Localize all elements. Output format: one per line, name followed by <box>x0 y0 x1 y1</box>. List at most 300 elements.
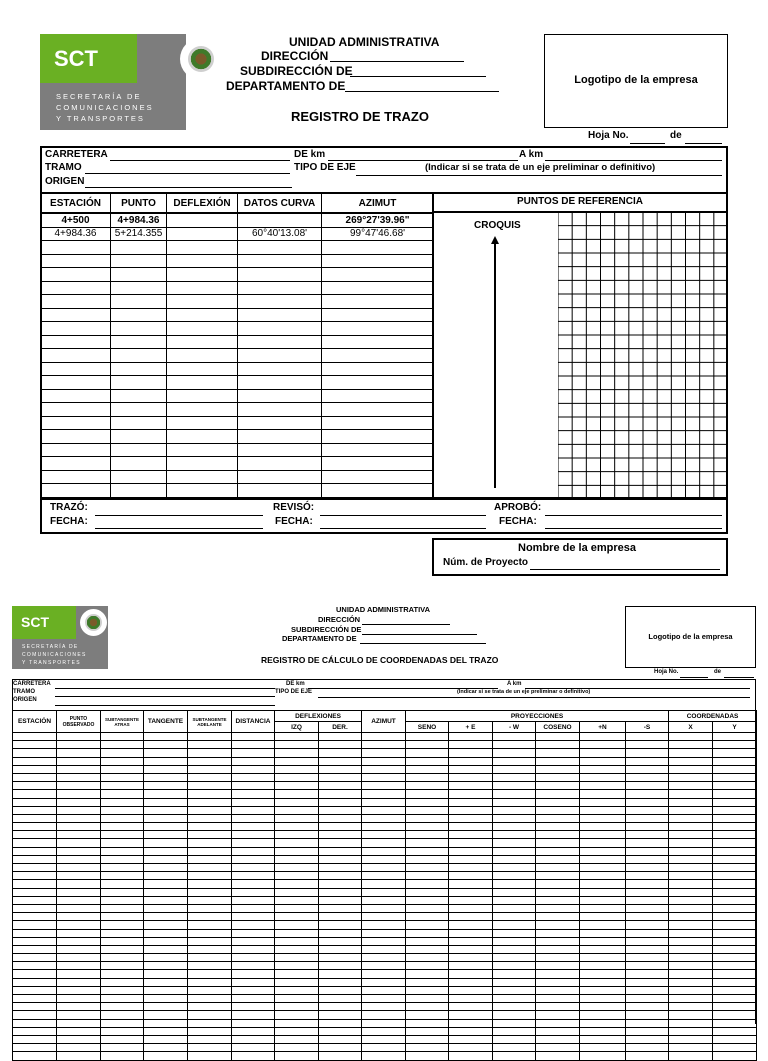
table-cell[interactable] <box>275 1052 319 1060</box>
table-cell[interactable] <box>41 295 111 309</box>
table-cell[interactable] <box>536 970 580 978</box>
table-cell[interactable] <box>57 1019 101 1027</box>
table-cell[interactable] <box>580 855 626 863</box>
table-cell[interactable] <box>188 741 232 749</box>
table-cell[interactable] <box>101 749 144 757</box>
table-cell[interactable] <box>232 970 275 978</box>
table-cell[interactable] <box>626 962 669 970</box>
table-cell[interactable] <box>167 376 238 390</box>
table-cell[interactable] <box>626 798 669 806</box>
table-cell[interactable] <box>144 864 188 872</box>
table-cell[interactable] <box>362 978 406 986</box>
table-cell[interactable] <box>536 1003 580 1011</box>
table-cell[interactable] <box>57 913 101 921</box>
table-cell[interactable] <box>188 1011 232 1019</box>
table-cell[interactable] <box>536 757 580 765</box>
table-cell[interactable] <box>57 1044 101 1052</box>
table-cell[interactable] <box>626 945 669 953</box>
table-cell[interactable] <box>167 403 238 417</box>
table-cell[interactable] <box>713 978 757 986</box>
table-cell[interactable] <box>669 823 713 831</box>
table-cell[interactable] <box>536 831 580 839</box>
table-cell[interactable] <box>144 1003 188 1011</box>
table-cell[interactable] <box>319 1011 362 1019</box>
table-cell[interactable] <box>536 954 580 962</box>
table-cell[interactable] <box>536 782 580 790</box>
table-cell[interactable] <box>626 929 669 937</box>
table-cell[interactable] <box>626 806 669 814</box>
table-cell[interactable] <box>41 443 111 457</box>
table-cell[interactable] <box>449 888 493 896</box>
table-cell[interactable] <box>188 773 232 781</box>
table-cell[interactable] <box>57 995 101 1003</box>
table-cell[interactable] <box>319 970 362 978</box>
table-cell[interactable] <box>626 864 669 872</box>
table-cell[interactable] <box>41 241 111 255</box>
table-cell[interactable] <box>144 978 188 986</box>
table-cell[interactable] <box>536 790 580 798</box>
table-cell[interactable] <box>167 349 238 363</box>
table-cell[interactable] <box>362 855 406 863</box>
table-cell[interactable] <box>111 416 167 430</box>
table-cell[interactable] <box>362 962 406 970</box>
table-cell[interactable] <box>493 1003 536 1011</box>
table-cell[interactable] <box>238 484 322 498</box>
table-cell[interactable] <box>111 254 167 268</box>
table-cell[interactable] <box>322 470 434 484</box>
table-cell[interactable] <box>319 855 362 863</box>
table-cell[interactable] <box>101 872 144 880</box>
table-cell[interactable] <box>319 913 362 921</box>
table-cell[interactable] <box>493 1052 536 1060</box>
table-cell[interactable] <box>669 814 713 822</box>
table-cell[interactable] <box>319 765 362 773</box>
table-cell[interactable] <box>449 872 493 880</box>
table-cell[interactable] <box>669 831 713 839</box>
table-cell[interactable] <box>144 995 188 1003</box>
table-cell[interactable] <box>275 806 319 814</box>
table-cell[interactable] <box>669 995 713 1003</box>
table-cell[interactable] <box>275 823 319 831</box>
table-cell[interactable] <box>713 1003 757 1011</box>
table-cell[interactable] <box>57 790 101 798</box>
table-cell[interactable] <box>238 443 322 457</box>
table-cell[interactable] <box>144 773 188 781</box>
table-cell[interactable] <box>713 945 757 953</box>
table-cell[interactable] <box>319 814 362 822</box>
table-cell[interactable] <box>669 1011 713 1019</box>
table-cell[interactable] <box>322 322 434 336</box>
table-cell[interactable] <box>57 1052 101 1060</box>
table-cell[interactable] <box>275 765 319 773</box>
table-cell[interactable] <box>101 1019 144 1027</box>
table-cell[interactable] <box>238 362 322 376</box>
table-cell[interactable] <box>362 741 406 749</box>
table-cell[interactable] <box>669 1035 713 1043</box>
table-cell[interactable] <box>167 457 238 471</box>
table-cell[interactable] <box>536 741 580 749</box>
table-cell[interactable] <box>275 954 319 962</box>
table-cell[interactable] <box>536 945 580 953</box>
table-cell[interactable] <box>41 470 111 484</box>
table-cell[interactable] <box>101 913 144 921</box>
table-cell[interactable] <box>406 929 449 937</box>
table-cell[interactable] <box>167 254 238 268</box>
table-cell[interactable] <box>232 913 275 921</box>
table-cell[interactable] <box>362 1044 406 1052</box>
table-cell[interactable] <box>232 823 275 831</box>
table-cell[interactable] <box>669 741 713 749</box>
table-cell[interactable] <box>580 896 626 904</box>
table-cell[interactable] <box>275 937 319 945</box>
table-cell[interactable] <box>275 831 319 839</box>
table-cell[interactable] <box>449 1027 493 1035</box>
table-cell[interactable] <box>238 349 322 363</box>
table-cell[interactable] <box>13 880 57 888</box>
table-cell[interactable] <box>144 1027 188 1035</box>
table-cell[interactable] <box>713 872 757 880</box>
table-cell[interactable] <box>319 954 362 962</box>
table-cell[interactable] <box>493 1011 536 1019</box>
table-cell[interactable] <box>319 847 362 855</box>
table-cell[interactable] <box>232 995 275 1003</box>
table-cell[interactable] <box>362 790 406 798</box>
table-cell[interactable] <box>57 1003 101 1011</box>
table-cell[interactable] <box>713 757 757 765</box>
table-cell[interactable] <box>406 880 449 888</box>
table-cell[interactable] <box>449 978 493 986</box>
table-cell[interactable] <box>13 995 57 1003</box>
table-cell[interactable] <box>57 945 101 953</box>
table-cell[interactable] <box>713 1011 757 1019</box>
table-cell[interactable] <box>669 880 713 888</box>
table-cell[interactable] <box>101 1044 144 1052</box>
table-cell[interactable] <box>449 929 493 937</box>
table-cell[interactable] <box>580 1027 626 1035</box>
table-cell[interactable] <box>232 872 275 880</box>
table-cell[interactable] <box>493 872 536 880</box>
table-cell[interactable] <box>319 749 362 757</box>
table-cell[interactable] <box>626 872 669 880</box>
table-cell[interactable] <box>322 335 434 349</box>
table-cell[interactable] <box>406 995 449 1003</box>
table-cell[interactable] <box>188 904 232 912</box>
table-cell[interactable] <box>536 1052 580 1060</box>
table-cell[interactable] <box>536 839 580 847</box>
table-cell[interactable] <box>669 970 713 978</box>
table-cell[interactable] <box>449 880 493 888</box>
table-cell[interactable] <box>13 773 57 781</box>
table-cell[interactable] <box>493 1027 536 1035</box>
table-cell[interactable] <box>669 904 713 912</box>
table-cell[interactable] <box>580 823 626 831</box>
table-cell[interactable] <box>57 896 101 904</box>
table-cell[interactable] <box>362 757 406 765</box>
table-cell[interactable] <box>188 929 232 937</box>
table-cell[interactable] <box>144 1011 188 1019</box>
table-cell[interactable] <box>713 839 757 847</box>
table-cell[interactable] <box>13 978 57 986</box>
table-cell[interactable] <box>13 782 57 790</box>
table-cell[interactable] <box>144 896 188 904</box>
table-cell[interactable] <box>536 814 580 822</box>
table-cell[interactable] <box>449 765 493 773</box>
table-cell[interactable] <box>669 847 713 855</box>
table-cell[interactable] <box>275 864 319 872</box>
table-cell[interactable] <box>406 1019 449 1027</box>
table-cell[interactable] <box>626 839 669 847</box>
table-cell[interactable] <box>232 962 275 970</box>
table-cell[interactable] <box>669 945 713 953</box>
table-cell[interactable] <box>167 335 238 349</box>
table-cell[interactable] <box>362 872 406 880</box>
table-cell[interactable] <box>238 457 322 471</box>
table-cell[interactable] <box>101 1011 144 1019</box>
table-cell[interactable] <box>188 896 232 904</box>
table-cell[interactable] <box>406 757 449 765</box>
table-cell[interactable] <box>406 765 449 773</box>
table-cell[interactable] <box>362 945 406 953</box>
table-cell[interactable]: 4+500 <box>41 213 111 227</box>
table-cell[interactable] <box>13 921 57 929</box>
table-cell[interactable] <box>626 1035 669 1043</box>
table-cell[interactable] <box>144 929 188 937</box>
table-cell[interactable] <box>493 995 536 1003</box>
table-cell[interactable] <box>41 403 111 417</box>
table-cell[interactable] <box>406 954 449 962</box>
table-cell[interactable] <box>111 322 167 336</box>
table-cell[interactable] <box>275 995 319 1003</box>
table-cell[interactable] <box>362 921 406 929</box>
table-cell[interactable] <box>41 254 111 268</box>
table-cell[interactable] <box>101 855 144 863</box>
table-cell[interactable] <box>493 978 536 986</box>
table-cell[interactable] <box>713 1052 757 1060</box>
table-cell[interactable] <box>238 308 322 322</box>
table-cell[interactable] <box>13 749 57 757</box>
table-cell[interactable] <box>362 970 406 978</box>
table-cell[interactable] <box>101 880 144 888</box>
table-cell[interactable] <box>580 872 626 880</box>
table-cell[interactable] <box>57 872 101 880</box>
table-cell[interactable] <box>275 847 319 855</box>
table-cell[interactable] <box>188 937 232 945</box>
table-cell[interactable] <box>580 937 626 945</box>
table-cell[interactable] <box>322 416 434 430</box>
table-cell[interactable] <box>580 986 626 994</box>
table-cell[interactable] <box>669 749 713 757</box>
table-cell[interactable] <box>580 962 626 970</box>
table-cell[interactable] <box>626 986 669 994</box>
table-cell[interactable] <box>144 945 188 953</box>
table-cell[interactable] <box>319 872 362 880</box>
table-cell[interactable] <box>101 945 144 953</box>
table-cell[interactable] <box>406 782 449 790</box>
table-cell[interactable] <box>13 847 57 855</box>
table-cell[interactable] <box>580 945 626 953</box>
table-cell[interactable] <box>493 970 536 978</box>
table-cell[interactable] <box>493 1019 536 1027</box>
table-cell[interactable] <box>232 806 275 814</box>
table-cell[interactable] <box>580 954 626 962</box>
table-cell[interactable] <box>13 1052 57 1060</box>
table-cell[interactable] <box>232 749 275 757</box>
table-cell[interactable] <box>449 782 493 790</box>
table-cell[interactable] <box>232 847 275 855</box>
table-cell[interactable] <box>406 970 449 978</box>
table-cell[interactable] <box>362 1011 406 1019</box>
table-cell[interactable] <box>362 1027 406 1035</box>
table-cell[interactable] <box>275 986 319 994</box>
table-cell[interactable] <box>449 814 493 822</box>
table-cell[interactable] <box>319 831 362 839</box>
table-cell[interactable] <box>449 733 493 741</box>
table-cell[interactable] <box>41 430 111 444</box>
table-cell[interactable] <box>669 1019 713 1027</box>
table-cell[interactable] <box>536 864 580 872</box>
table-cell[interactable] <box>669 757 713 765</box>
table-cell[interactable] <box>536 1035 580 1043</box>
table-cell[interactable] <box>188 839 232 847</box>
table-cell[interactable] <box>493 855 536 863</box>
table-cell[interactable] <box>101 962 144 970</box>
table-cell[interactable] <box>144 1035 188 1043</box>
table-cell[interactable] <box>449 1035 493 1043</box>
table-cell[interactable] <box>144 839 188 847</box>
table-cell[interactable] <box>713 831 757 839</box>
table-cell[interactable] <box>713 823 757 831</box>
table-cell[interactable] <box>580 733 626 741</box>
table-cell[interactable] <box>713 1019 757 1027</box>
table-cell[interactable] <box>101 978 144 986</box>
table-cell[interactable] <box>232 765 275 773</box>
table-cell[interactable] <box>144 814 188 822</box>
table-cell[interactable] <box>41 349 111 363</box>
table-cell[interactable] <box>167 389 238 403</box>
table-cell[interactable] <box>406 806 449 814</box>
table-cell[interactable] <box>232 888 275 896</box>
table-cell[interactable] <box>406 864 449 872</box>
table-cell[interactable] <box>319 1027 362 1035</box>
table-cell[interactable] <box>362 929 406 937</box>
table-cell[interactable] <box>406 823 449 831</box>
table-cell[interactable] <box>493 937 536 945</box>
table-cell[interactable] <box>275 962 319 970</box>
table-cell[interactable] <box>111 281 167 295</box>
table-cell[interactable] <box>41 322 111 336</box>
table-cell[interactable] <box>188 782 232 790</box>
table-cell[interactable] <box>167 295 238 309</box>
table-cell[interactable] <box>536 888 580 896</box>
table-cell[interactable] <box>626 1011 669 1019</box>
table-cell[interactable] <box>406 986 449 994</box>
table-cell[interactable] <box>536 929 580 937</box>
table-cell[interactable] <box>232 880 275 888</box>
table-cell[interactable] <box>275 904 319 912</box>
table-cell[interactable] <box>669 855 713 863</box>
table-cell[interactable] <box>362 765 406 773</box>
table-cell[interactable] <box>493 896 536 904</box>
table-cell[interactable] <box>493 741 536 749</box>
table-cell[interactable] <box>111 457 167 471</box>
table-cell[interactable] <box>57 1011 101 1019</box>
table-cell[interactable] <box>406 904 449 912</box>
table-cell[interactable] <box>13 896 57 904</box>
table-cell[interactable] <box>144 823 188 831</box>
table-cell[interactable] <box>713 921 757 929</box>
table-cell[interactable] <box>13 937 57 945</box>
table-cell[interactable]: 5+214.355 <box>111 227 167 241</box>
table-cell[interactable] <box>493 945 536 953</box>
table-cell[interactable] <box>362 954 406 962</box>
table-cell[interactable] <box>144 1019 188 1027</box>
table-cell[interactable] <box>493 888 536 896</box>
table-cell[interactable] <box>580 1044 626 1052</box>
table-cell[interactable] <box>362 814 406 822</box>
table-cell[interactable] <box>322 403 434 417</box>
table-cell[interactable] <box>493 921 536 929</box>
table-cell[interactable] <box>536 937 580 945</box>
table-cell[interactable] <box>362 823 406 831</box>
table-cell[interactable] <box>580 814 626 822</box>
table-cell[interactable] <box>13 986 57 994</box>
table-cell[interactable] <box>580 888 626 896</box>
table-cell[interactable] <box>232 1003 275 1011</box>
table-cell[interactable] <box>449 995 493 1003</box>
table-cell[interactable] <box>319 937 362 945</box>
table-cell[interactable] <box>493 798 536 806</box>
table-cell[interactable] <box>319 741 362 749</box>
table-cell[interactable] <box>580 765 626 773</box>
table-cell[interactable] <box>13 831 57 839</box>
table-cell[interactable] <box>626 773 669 781</box>
table-cell[interactable] <box>669 798 713 806</box>
table-cell[interactable] <box>167 308 238 322</box>
table-cell[interactable] <box>57 847 101 855</box>
table-cell[interactable] <box>713 913 757 921</box>
table-cell[interactable] <box>13 954 57 962</box>
table-cell[interactable] <box>493 790 536 798</box>
table-cell[interactable] <box>362 1052 406 1060</box>
table-cell[interactable] <box>406 896 449 904</box>
table-cell[interactable] <box>188 757 232 765</box>
table-cell[interactable] <box>238 430 322 444</box>
table-cell[interactable] <box>275 839 319 847</box>
table-cell[interactable] <box>188 765 232 773</box>
table-cell[interactable] <box>57 741 101 749</box>
table-cell[interactable] <box>232 945 275 953</box>
table-cell[interactable] <box>580 1035 626 1043</box>
table-cell[interactable] <box>493 806 536 814</box>
table-cell[interactable] <box>580 847 626 855</box>
table-cell[interactable] <box>13 1044 57 1052</box>
table-cell[interactable] <box>101 757 144 765</box>
table-cell[interactable] <box>188 962 232 970</box>
table-cell[interactable] <box>101 904 144 912</box>
table-cell[interactable] <box>188 823 232 831</box>
table-cell[interactable] <box>232 1052 275 1060</box>
table-cell[interactable] <box>167 416 238 430</box>
table-cell[interactable] <box>144 790 188 798</box>
table-cell[interactable] <box>144 847 188 855</box>
table-cell[interactable] <box>322 349 434 363</box>
table-cell[interactable] <box>111 403 167 417</box>
table-cell[interactable] <box>669 782 713 790</box>
table-cell[interactable] <box>362 806 406 814</box>
table-cell[interactable] <box>449 749 493 757</box>
table-cell[interactable] <box>493 962 536 970</box>
table-cell[interactable] <box>362 749 406 757</box>
